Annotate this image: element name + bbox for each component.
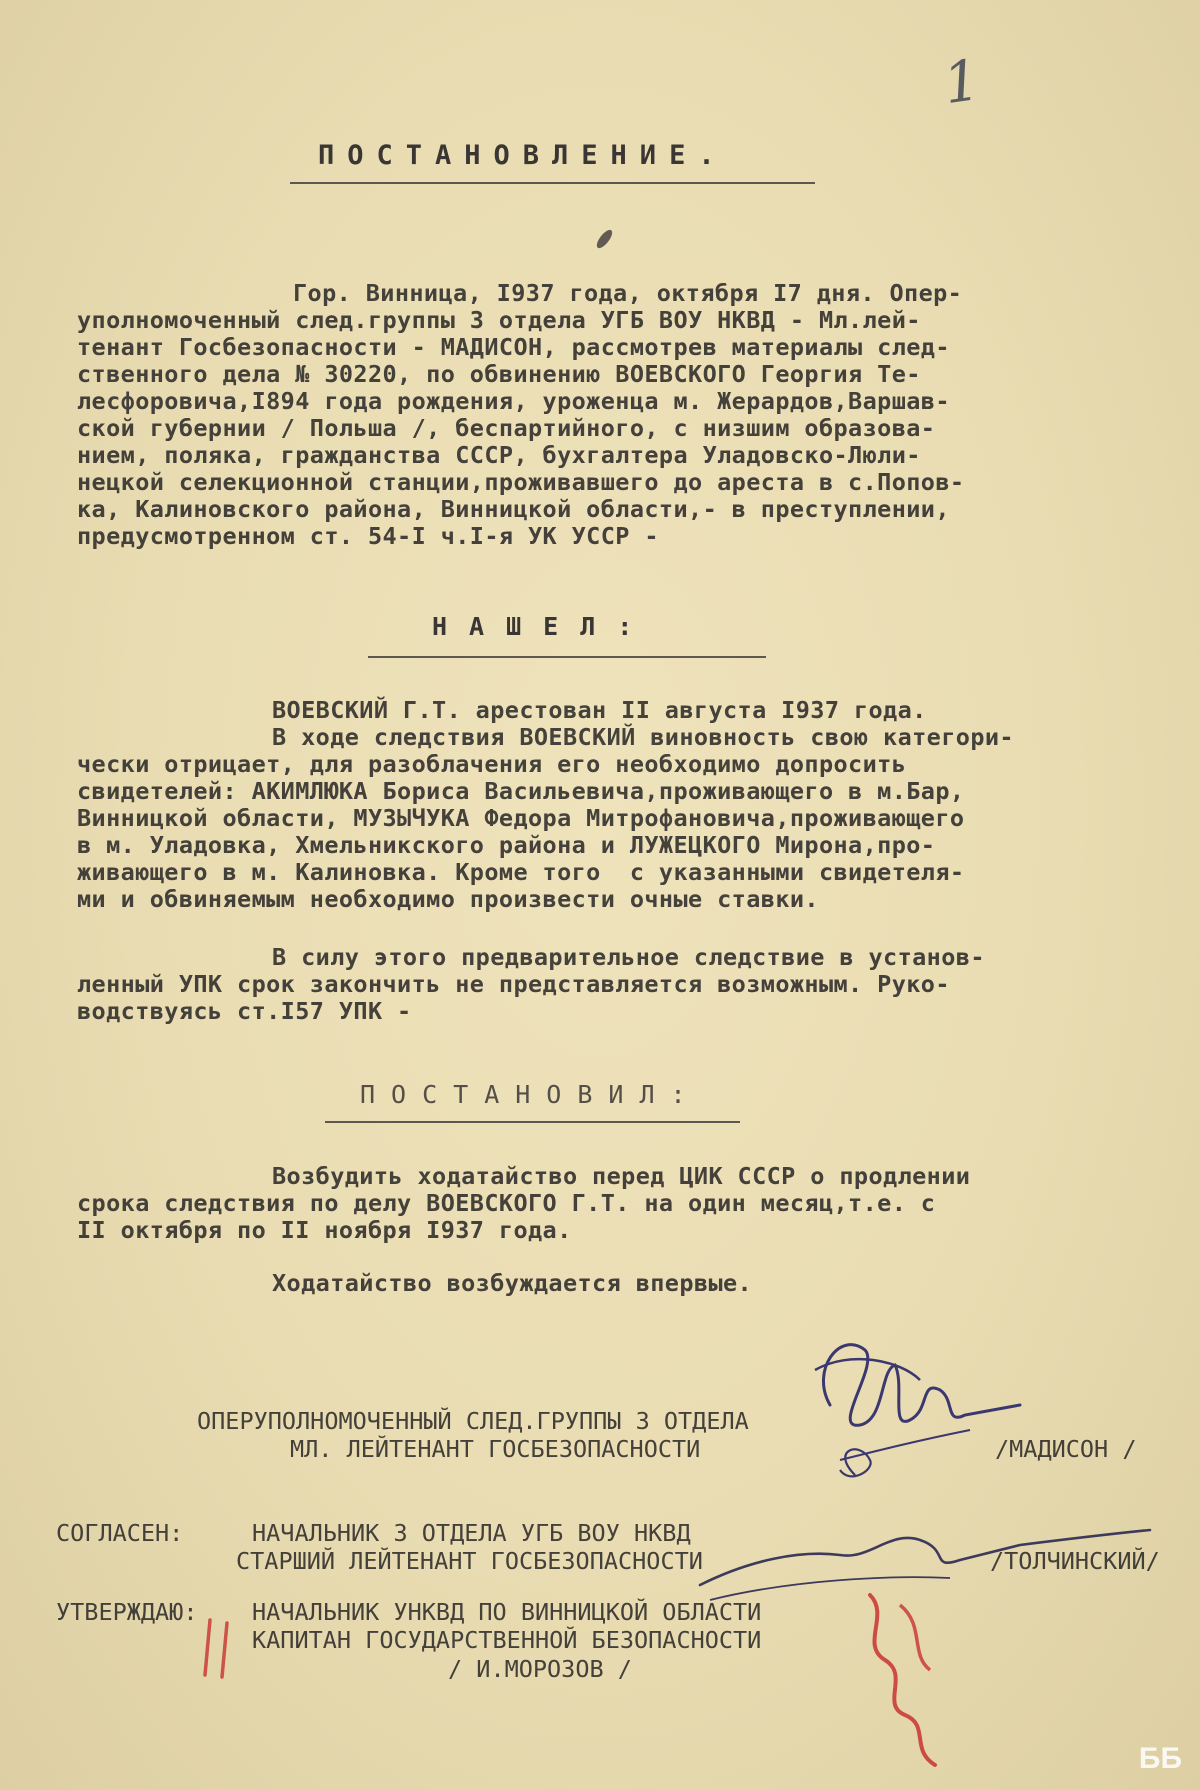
title-underline <box>290 182 815 184</box>
resolved-line: срока следствия по делу ВОЕВСКОГО Г.Т. на один месяц,т.е. с <box>77 1189 936 1217</box>
author-name: /МАДИСОН / <box>995 1435 1137 1463</box>
intro-line: нецкой селекционной станции,проживавшего до ареста в с.Попов- <box>77 468 965 496</box>
author-rank: МЛ. ЛЕЙТЕНАНТ ГОСБЕЗОПАСНОСТИ <box>290 1435 701 1463</box>
approve-label: УТВЕРЖДАЮ: <box>56 1598 198 1626</box>
intro-line: нием, поляка, гражданства СССР, бухгалтера Уладовско-Люли- <box>77 441 921 469</box>
intro-line: уполномоченный след.группы 3 отдела УГБ ВОУ НКВД - Мл.лей- <box>77 306 921 334</box>
agree-name: /ТОЛЧИНСКИЙ/ <box>990 1547 1160 1575</box>
found-line: свидетелей: АКИМЛЮКА Бориса Васильевича,проживающего в м.Бар, <box>77 777 965 805</box>
approve-position: НАЧАЛЬНИК УНКВД ПО ВИННИЦКОЙ ОБЛАСТИ <box>252 1598 762 1626</box>
morozov-signature <box>830 1575 980 1780</box>
found-underline <box>368 656 766 658</box>
resolved-underline <box>325 1121 740 1123</box>
found-line: ВОЕВСКИЙ Г.Т. арестован II августа I937 года. <box>272 696 927 724</box>
intro-line: предусмотренном ст. 54-I ч.I-я УК УССР - <box>77 522 659 550</box>
force-line: ленный УПК срок закончить не представляется возможным. Руко- <box>77 970 950 998</box>
found-line: В ходе следствия ВОЕВСКИЙ виновность свою категори- <box>272 723 1014 751</box>
red-pencil-mark <box>195 1615 245 1685</box>
first-time-line: Ходатайство возбуждается впервые. <box>272 1269 753 1297</box>
force-line: водствуясь ст.I57 УПК - <box>77 997 412 1025</box>
intro-line: ственного дела № 30220, по обвинению ВОЕВСКОГО Георгия Те- <box>77 360 921 388</box>
agree-rank: СТАРШИЙ ЛЕЙТЕНАНТ ГОСБЕЗОПАСНОСТИ <box>236 1547 703 1575</box>
intro-line: Гор. Винница, I937 года, октября I7 дня. Опер- <box>293 279 963 307</box>
force-line: В силу этого предварительное следствие в установ- <box>272 943 985 971</box>
pencil-mark <box>594 228 615 251</box>
madison-signature <box>770 1310 1060 1500</box>
resolved-line: Возбудить ходатайство перед ЦИК СССР о продлении <box>272 1162 971 1190</box>
intro-line: лесфоровича,I894 года рождения, уроженца м. Жерардов,Варшав- <box>77 387 950 415</box>
archive-mark: ББ <box>1138 1742 1182 1775</box>
intro-line: ка, Калиновского района, Винницкой области,- в преступлении, <box>77 495 950 523</box>
folio-number: 1 <box>940 47 985 118</box>
document-title: ПОСТАНОВЛЕНИЕ. <box>318 140 728 171</box>
intro-line: тенант Госбезопасности - МАДИСОН, рассмотрев материалы след- <box>77 333 950 361</box>
found-line: в м. Уладовка, Хмельникского района и ЛУЖЕЦКОГО Мирона,про- <box>77 831 936 859</box>
approve-rank: КАПИТАН ГОСУДАРСТВЕННОЙ БЕЗОПАСНОСТИ <box>252 1626 762 1654</box>
approve-name: / И.МОРОЗОВ / <box>448 1655 632 1683</box>
intro-line: ской губернии / Польша /, беспартийного, с низшим образова- <box>77 414 936 442</box>
resolved-line: II октября по II ноября I937 года. <box>77 1216 572 1244</box>
agree-label: СОГЛАСЕН: <box>56 1519 184 1547</box>
found-line: живающего в м. Калиновка. Кроме того с указанными свидетеля- <box>77 858 965 886</box>
section-heading-resolved: ПОСТАНОВИЛ: <box>360 1080 702 1109</box>
agree-position: НАЧАЛЬНИК 3 ОТДЕЛА УГБ ВОУ НКВД <box>252 1519 691 1547</box>
found-line: чески отрицает, для разоблачения его необходимо допросить <box>77 750 907 778</box>
found-line: ми и обвиняемым необходимо произвести очные ставки. <box>77 885 819 913</box>
found-line: Винницкой области, МУЗЫЧУКА Федора Митрофановича,проживающего <box>77 804 965 832</box>
author-position: ОПЕРУПОЛНОМОЧЕННЫЙ СЛЕД.ГРУППЫ 3 ОТДЕЛА <box>197 1407 749 1435</box>
section-heading-found: НАШЕЛ: <box>432 612 655 641</box>
